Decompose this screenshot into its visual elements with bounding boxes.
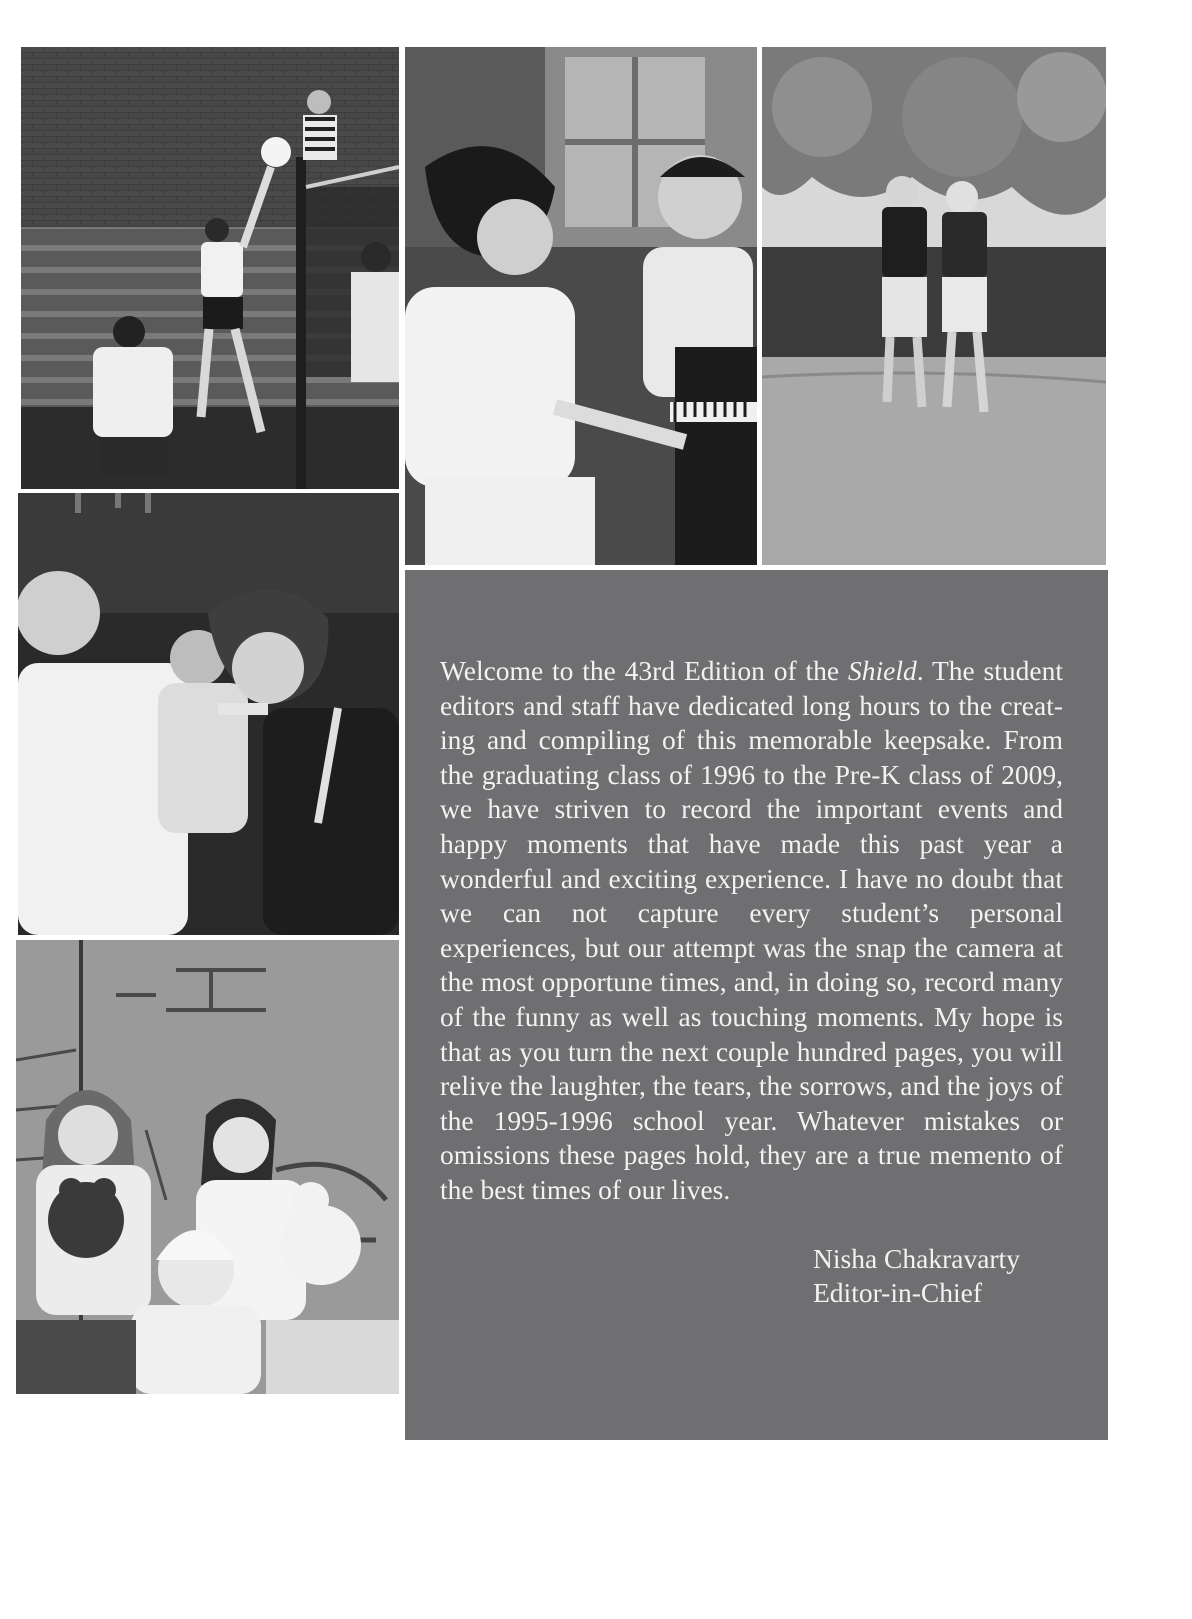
letter-text-start: Welcome to the 43rd Edition of the [440,655,848,686]
lawn-image [762,47,1106,565]
letter-panel [405,570,1108,1440]
children-image [16,940,399,1394]
photo-piano [405,47,757,565]
signature-block [813,1242,1020,1310]
ceremony-image [18,493,399,935]
photo-ceremony [18,493,399,935]
letter-text-body: . The student editors and staff have dedicated long hours to the creat-ing and compiling of this memorable keepsake. From the graduating class of 1996 to the Pre-K class of 2009, we have striven to record the important events and happy moments that have made this past year a wonderful and exciting experience. I have no doubt that we can not capture every student’s personal experiences, but our attempt was the snap the camera at the most opportune times, and, in doing so, record many of the funny as well as touching moments. My hope is that as you turn the next couple hundred pages, you will relive the laughter, the tears, the sorrows, and the joys of the 1995-1996 school year. Whatever mistakes or omissions these pages hold, they are a true memento of the best times of our lives. [440,655,1063,1205]
photo-volleyball [21,47,399,489]
signature-name: Nisha Chakravarty [813,1243,1020,1274]
publication-name: Shield [847,655,917,686]
volleyball-image [21,47,399,489]
signature-title: Editor-in-Chief [813,1277,982,1308]
welcome-letter [440,654,1063,1208]
piano-image [405,47,757,565]
photo-lawn [762,47,1106,565]
photo-children [16,940,399,1394]
